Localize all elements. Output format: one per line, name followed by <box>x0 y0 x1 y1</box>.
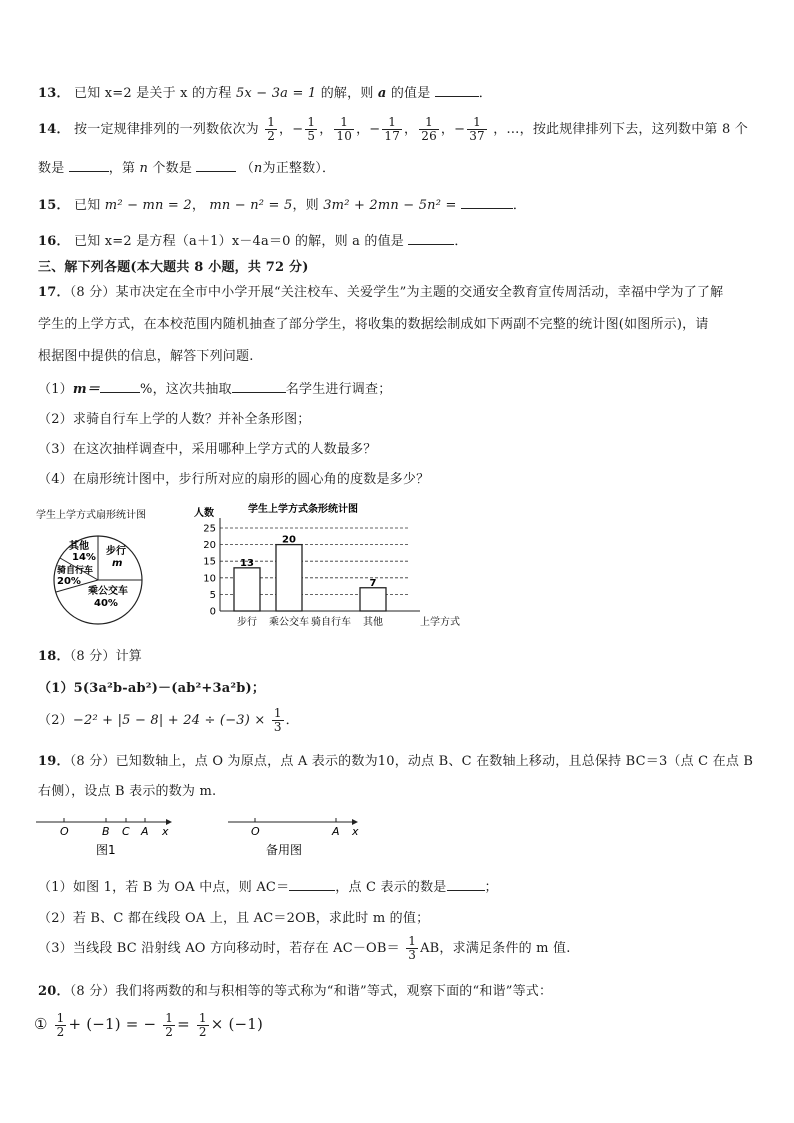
axis-label: x <box>352 825 359 838</box>
fraction <box>419 116 439 143</box>
numerator: 1 <box>267 115 276 129</box>
question-number: 16． <box>38 234 70 249</box>
punctuation: ， <box>319 122 333 137</box>
answer-blank[interactable] <box>408 232 454 245</box>
variable: n <box>253 161 263 176</box>
point-label: O <box>60 825 69 838</box>
punctuation: ， <box>440 122 455 137</box>
y-tick-label: 25 <box>203 523 216 535</box>
sub-question-1: （1）5(3a²b-ab²)－(ab²+3a²b)； <box>38 681 266 696</box>
x-tick-label: 其他 <box>363 617 383 628</box>
pie-title: 学生上学方式扇形统计图 <box>36 510 146 521</box>
question-text: 已知 <box>74 198 101 213</box>
point-label: C <box>122 825 130 838</box>
expression: × (−1) <box>210 1015 264 1033</box>
pie-label: 其他 <box>69 541 89 552</box>
question-20 <box>38 980 552 999</box>
question-14-line2 <box>38 157 335 176</box>
question-text: ，则 <box>292 198 319 213</box>
harmony-equation-1 <box>34 1006 263 1042</box>
chart-title: 学生上学方式条形统计图 <box>248 504 358 515</box>
sub-question-1 <box>38 378 391 397</box>
denominator: 2 <box>165 1024 174 1039</box>
pie-value: 40% <box>94 598 118 609</box>
question-text: （8 分）我们将两数的和与积相等的等式称为“和谐”等式，观察下面的“和谐”等式： <box>69 984 553 999</box>
denominator: 3 <box>408 948 417 962</box>
point-label: A <box>141 825 149 838</box>
question-text: 右侧），设点 B 表示的数为 m. <box>38 784 217 799</box>
figure-caption: 备用图 <box>266 843 303 857</box>
question-number: 15． <box>38 198 70 213</box>
fraction <box>305 116 317 143</box>
bar-chart <box>190 498 460 630</box>
bar <box>360 588 386 611</box>
bar-value-label: 7 <box>369 577 377 589</box>
answer-blank[interactable] <box>435 84 479 97</box>
fraction <box>272 707 284 734</box>
question-text: （ <box>240 161 254 176</box>
answer-blank[interactable] <box>289 878 335 891</box>
denominator: 37 <box>469 129 485 143</box>
expression: + (−1) = − <box>68 1015 157 1033</box>
pie-label: 步行 <box>106 546 126 557</box>
numerator: 1 <box>165 1010 174 1025</box>
answer-blank[interactable] <box>461 196 513 209</box>
sub-question-2: （2）求骑自行车上学的人数？并补全条形图； <box>38 412 311 427</box>
question-text: 为正整数）． <box>262 161 336 176</box>
expression: 3m² + 2mn − 5n² = <box>323 198 457 213</box>
question-text: AB，求满足条件的 m 值. <box>420 941 571 956</box>
y-tick-label: 5 <box>209 589 216 601</box>
question-text: （8 分）某市决定在全市中小学开展“关注校车、关爱学生”为主题的交通安全教育宣传周活动，幸福中学为了了解 <box>69 285 724 300</box>
numerator: 1 <box>273 706 282 720</box>
minus-sign: − <box>369 122 381 137</box>
question-19 <box>38 750 753 769</box>
pie-value: 20% <box>57 576 81 587</box>
numerator: 1 <box>307 115 316 129</box>
number-line-backup-figure <box>228 810 378 858</box>
punctuation: ． <box>478 86 492 101</box>
x-tick-label: 骑自行车 <box>311 617 351 628</box>
x-tick-label: 步行 <box>237 617 257 628</box>
numerator: 1 <box>334 116 354 130</box>
punctuation: ， <box>279 122 293 137</box>
denominator: 26 <box>421 129 437 143</box>
point-label: O <box>251 825 260 838</box>
question-number: 18． <box>38 649 70 664</box>
pie-label: 骑自行车 <box>57 566 94 576</box>
sub-question-3: （3）在这次抽样调查中，采用哪种上学方式的人数最多？ <box>38 442 377 457</box>
fraction <box>197 1012 209 1039</box>
numerator: 1 <box>408 934 417 948</box>
pie-value: 14% <box>72 552 96 563</box>
sub-question-2 <box>38 704 299 738</box>
variable: n <box>139 161 149 176</box>
sub-question-4: （4）在扇形统计图中，步行所对应的扇形的圆心角的度数是多少？ <box>38 472 430 487</box>
fraction <box>382 116 402 143</box>
question-text: 学生的上学方式，在本校范围内随机抽查了部分学生，将收集的数据绘制成如下两副不完整的统计图(如图所示)，请 <box>38 317 709 332</box>
figure-caption: 图1 <box>96 843 116 857</box>
point-label: B <box>102 825 110 838</box>
question-text: 已知 x=2 是关于 x 的方程 <box>74 86 232 101</box>
x-tick-label: 乘公交车 <box>269 617 309 628</box>
question-number: 13． <box>38 86 70 101</box>
y-tick-label: 0 <box>209 606 216 618</box>
numerator: 1 <box>382 116 402 130</box>
question-text: ，点 C 表示的数是 <box>335 880 447 895</box>
question-18 <box>38 645 142 664</box>
pie-value: m <box>112 558 123 569</box>
condition-2: mn − n² = 5 <box>209 198 293 213</box>
numerator: 1 <box>467 116 487 130</box>
fraction <box>55 1012 67 1039</box>
number-line-figure-1 <box>36 810 186 858</box>
question-text: ，…，按此规律排列下去，这列数中第 8 个 <box>493 122 748 137</box>
expression: −2² + |5 − 8| + 24 ÷ (−3) × <box>72 713 266 728</box>
point-label: A <box>332 825 340 838</box>
variable: m＝ <box>72 382 101 397</box>
minus-sign: − <box>454 122 466 137</box>
question-number: 14． <box>38 122 70 137</box>
denominator: 3 <box>273 720 282 734</box>
question-text: 根据图中提供的信息，解答下列问题. <box>38 349 254 364</box>
question-text: 的值是 <box>390 86 431 101</box>
numerator: 1 <box>198 1010 207 1025</box>
fraction <box>406 935 418 962</box>
fraction <box>163 1012 175 1039</box>
fraction-sequence <box>263 115 489 143</box>
question-text: （3）当线段 BC 沿射线 AO 方向移动时，若存在 AC－OB＝ <box>38 941 400 956</box>
sub-question-2: （2）若 B、C 都在线段 OA 上，且 AC＝2OB，求此时 m 的值； <box>38 911 430 926</box>
denominator: 2 <box>267 129 276 143</box>
question-number: 17． <box>38 285 70 300</box>
answer-blank[interactable] <box>100 380 140 393</box>
numerator: 1 <box>56 1010 65 1025</box>
condition-1: m² − mn = 2 <box>104 198 192 213</box>
question-text: 的解，则 <box>320 86 374 101</box>
y-tick-label: 20 <box>203 540 216 552</box>
question-17 <box>38 281 723 300</box>
punctuation: ． <box>454 234 468 249</box>
question-text: 按一定规律排列的一列数依次为 <box>74 122 259 137</box>
punctuation: ， <box>191 198 206 213</box>
question-text: 已知 x=2 是方程（a＋1）x－4a＝0 的解，则 a 的值是 <box>74 234 404 249</box>
answer-blank[interactable] <box>196 159 236 172</box>
bar <box>234 568 260 611</box>
axis-label: x <box>162 825 169 838</box>
y-tick-label: 15 <box>203 556 216 568</box>
question-text: 数是 <box>38 161 65 176</box>
question-text: ，第 <box>108 161 136 176</box>
x-axis-label: 上学方式 <box>420 617 460 628</box>
y-tick-label: 10 <box>203 573 216 585</box>
question-number: 20． <box>38 984 70 999</box>
bar <box>276 545 302 611</box>
answer-blank[interactable] <box>447 878 485 891</box>
question-13 <box>38 82 492 101</box>
question-text: 个数是 <box>152 161 193 176</box>
punctuation: ， <box>356 122 370 137</box>
variable: a <box>377 86 387 101</box>
question-15 <box>38 194 526 213</box>
sub-number: （1） <box>38 382 73 397</box>
answer-blank[interactable] <box>69 159 109 172</box>
question-number: 19． <box>38 754 70 769</box>
sub-question-3 <box>38 932 571 966</box>
denominator: 2 <box>198 1024 207 1039</box>
pie-chart <box>36 506 176 628</box>
pie-label: 乘公交车 <box>88 586 128 597</box>
question-text: （8 分）已知数轴上，点 O 为原点，点 A 表示的数为10，动点 B、C 在数轴上移动，且总保持 BC＝3（点 C 在点 B <box>69 754 754 769</box>
fraction <box>467 116 487 143</box>
denominator: 10 <box>336 129 353 143</box>
equation: 5x − 3a = 1 <box>235 86 317 101</box>
answer-blank[interactable] <box>232 380 286 393</box>
question-text: %，这次共抽取 <box>140 382 232 397</box>
denominator: 17 <box>384 129 401 143</box>
y-axis-label: 人数 <box>194 508 214 519</box>
punctuation: ． <box>285 713 299 728</box>
question-text: （8 分）计算 <box>69 649 143 664</box>
fraction <box>334 116 354 143</box>
fraction <box>265 116 277 143</box>
bar-value-label: 13 <box>240 557 254 569</box>
denominator: 2 <box>56 1024 65 1039</box>
minus-sign: − <box>292 122 304 137</box>
question-text: 名学生进行调查； <box>285 382 392 397</box>
numerator: 1 <box>419 116 439 130</box>
punctuation: ， <box>404 122 418 137</box>
question-14 <box>38 112 748 148</box>
question-text: ； <box>484 880 498 895</box>
bar-value-label: 20 <box>282 534 296 546</box>
question-16 <box>38 230 468 249</box>
circled-number: ① <box>34 1015 48 1033</box>
punctuation: ． <box>512 198 527 213</box>
section-heading: 三、解下列各题(本大题共 8 小题，共 72 分) <box>38 260 309 275</box>
sub-number: （2） <box>38 713 73 728</box>
sub-question-1 <box>38 876 498 895</box>
denominator: 5 <box>307 129 316 143</box>
question-text: （1）如图 1，若 B 为 OA 中点，则 AC＝ <box>38 880 290 895</box>
equals-sign: = <box>177 1015 190 1033</box>
